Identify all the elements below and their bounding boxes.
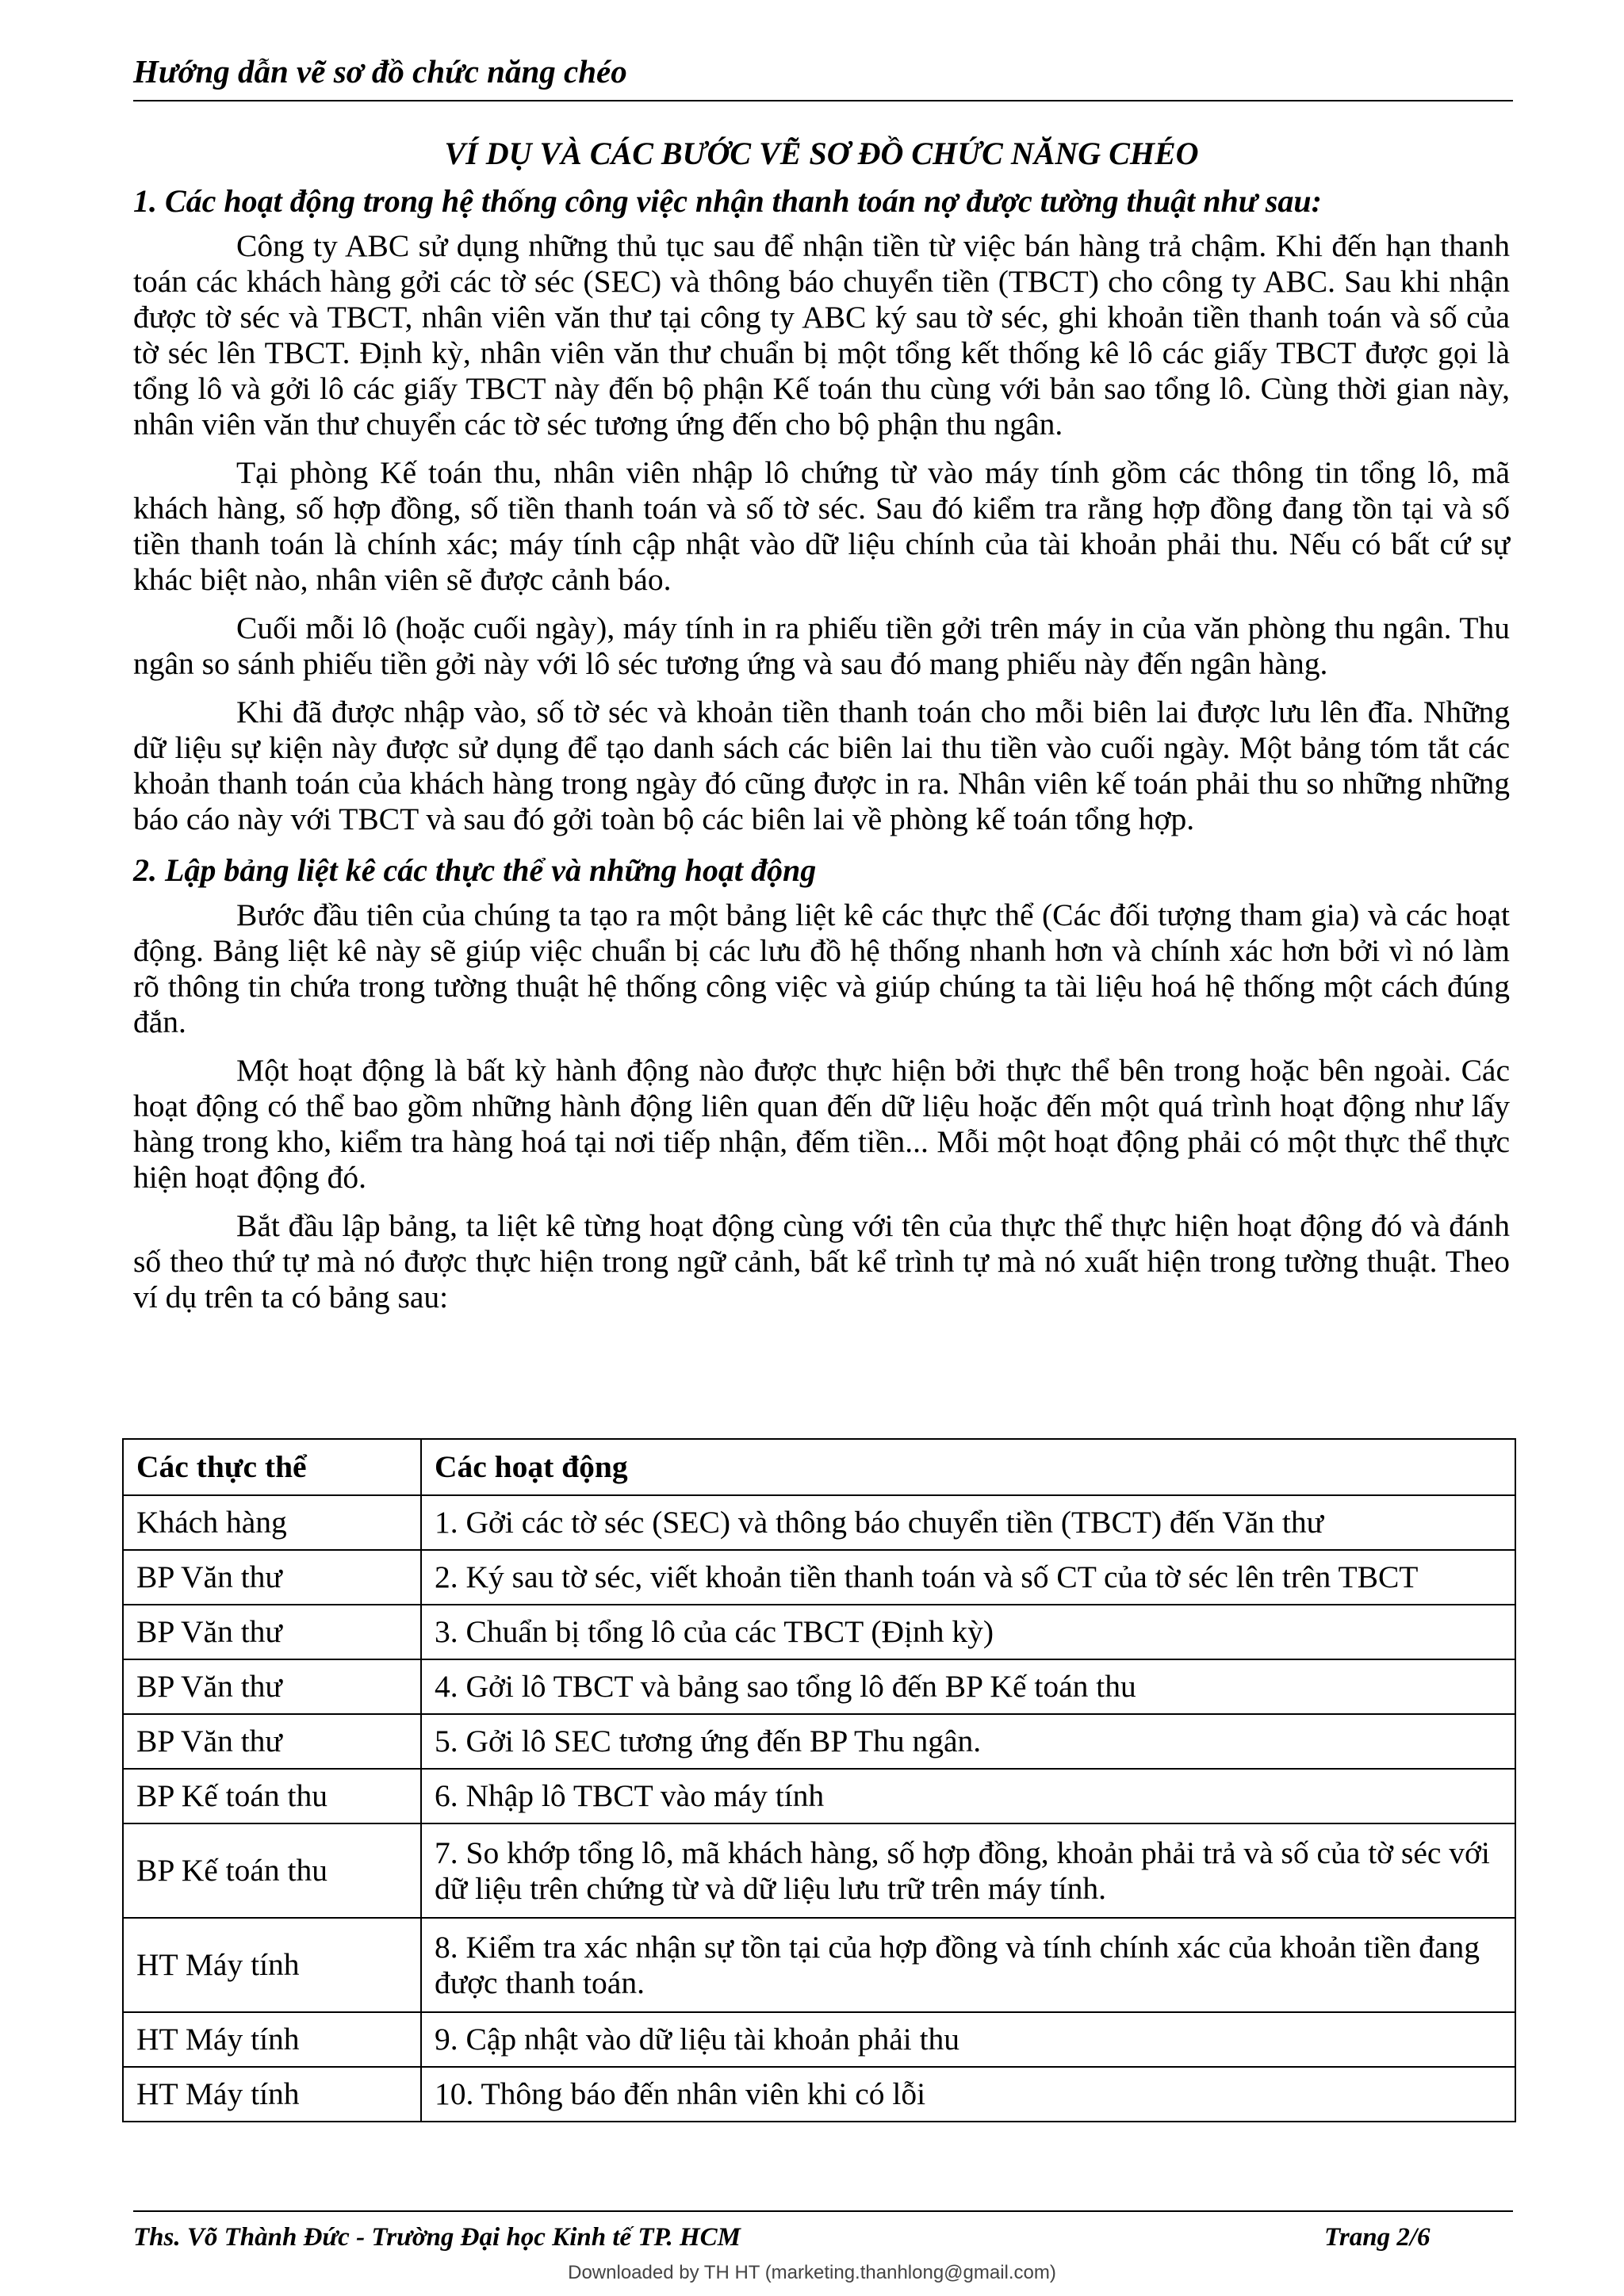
activity-cell: 2. Ký sau tờ séc, viết khoản tiền thanh toán và số CT của tờ séc lên trên TBCT (421, 1550, 1515, 1605)
entity-cell: BP Văn thư (123, 1605, 421, 1659)
entity-cell: BP Văn thư (123, 1550, 421, 1605)
section-1-paragraph: Công ty ABC sử dụng những thủ tục sau để nhận tiền từ việc bán hàng trả chậm. Khi đến hạn thanh toán các khách hàng gởi các tờ séc (SEC) và thông báo chuyển tiền (TBCT) cho công ty ABC. Sau khi nhận được tờ séc và TBCT, nhân viên văn thư tại công ty ABC ký sau tờ séc, ghi khoản tiền thanh toán và số của tờ séc lên TBCT. Định kỳ, nhân viên văn thư chuẩn bị một tổng kết thống kê lô các giấy TBCT được gọi là tổng lô và gởi lô các giấy TBCT này đến bộ phận Kế toán thu cùng với bản sao tổng lô. Cùng thời gian này, nhân viên văn thư chuyển các tờ séc tương ứng đến cho bộ phận thu ngân. (133, 228, 1510, 442)
section-2-paragraph: Một hoạt động là bất kỳ hành động nào được thực hiện bởi thực thể bên trong hoặc bên ngoài. Các hoạt động có thể bao gồm những hành động liên quan đến dữ liệu hoặc đến một quá trình hoạt động như lấy hàng trong kho, kiểm tra hàng hoá tại nơi tiếp nhận, đếm tiền... Mỗi một hoạt động phải có một thực thể thực hiện hoạt động đó. (133, 1053, 1510, 1195)
table-row (123, 2012, 1515, 2067)
section-1-heading: 1. Các hoạt động trong hệ thống công việc nhận thanh toán nợ được tường thuật như sau: (133, 183, 1322, 219)
section-1-paragraph: Khi đã được nhập vào, số tờ séc và khoản tiền thanh toán cho mỗi biên lai được lưu lên đĩa. Những dữ liệu sự kiện này được sử dụng để tạo danh sách các biên lai thu tiền vào cuối ngày. Một bảng tóm tắt các khoản thanh toán của khách hàng trong ngày đó cũng được in ra. Nhân viên kế toán phải thu so những những báo cáo này với TBCT và sau đó gởi toàn bộ các biên lai về phòng kế toán tổng hợp. (133, 695, 1510, 836)
table-row (123, 1605, 1515, 1659)
footer-divider (133, 2210, 1513, 2212)
entity-cell: BP Văn thư (123, 1714, 421, 1769)
activity-cell: 9. Cập nhật vào dữ liệu tài khoản phải thu (421, 2012, 1515, 2067)
table-row (123, 1918, 1515, 2012)
table-row (123, 1769, 1515, 1823)
activity-cell: 6. Nhập lô TBCT vào máy tính (421, 1769, 1515, 1823)
section-1-paragraph: Tại phòng Kế toán thu, nhân viên nhập lô chứng từ vào máy tính gồm các thông tin tổng lô, mã khách hàng, số hợp đồng, số tiền thanh toán và số tờ séc. Sau đó kiểm tra rằng hợp đồng đang tồn tại và số tiền thanh toán là chính xác; máy tính cập nhật vào dữ liệu chính của tài khoản phải thu. Nếu có bất cứ sự khác biệt nào, nhân viên sẽ được cảnh báo. (133, 455, 1510, 597)
section-1-paragraph: Cuối mỗi lô (hoặc cuối ngày), máy tính in ra phiếu tiền gởi trên máy in của văn phòng thu ngân. Thu ngân so sánh phiếu tiền gởi này với lô séc tương ứng và sau đó mang phiếu này đến ngân hàng. (133, 610, 1510, 681)
activity-cell: 5. Gởi lô SEC tương ứng đến BP Thu ngân. (421, 1714, 1515, 1769)
section-2-paragraph: Bắt đầu lập bảng, ta liệt kê từng hoạt động cùng với tên của thực thể thực hiện hoạt động đó và đánh số theo thứ tự mà nó được thực hiện trong ngữ cảnh, bất kể trình tự mà nó xuất hiện trong tường thuật. Theo ví dụ trên ta có bảng sau: (133, 1208, 1510, 1314)
entity-cell: HT Máy tính (123, 2012, 421, 2067)
table-row (123, 1714, 1515, 1769)
document-body (133, 133, 1510, 1328)
activity-cell: 8. Kiểm tra xác nhận sự tồn tại của hợp đồng và tính chính xác của khoản tiền đang được thanh toán. (421, 1918, 1515, 2012)
activity-cell: 10. Thông báo đến nhân viên khi có lỗi (421, 2067, 1515, 2122)
column-header-activities: Các hoạt động (421, 1439, 1515, 1495)
download-note: Downloaded by TH HT (marketing.thanhlong@gmail.com) (568, 2262, 1056, 2283)
activity-cell: 3. Chuẩn bị tổng lô của các TBCT (Định kỳ) (421, 1605, 1515, 1659)
table-header-row (123, 1439, 1515, 1495)
entity-cell: BP Văn thư (123, 1659, 421, 1714)
entity-activity-table (122, 1438, 1516, 2122)
table-row (123, 1550, 1515, 1605)
table-row (123, 2067, 1515, 2122)
activity-cell: 4. Gởi lô TBCT và bảng sao tổng lô đến BP Kế toán thu (421, 1659, 1515, 1714)
entity-cell: HT Máy tính (123, 1918, 421, 2012)
footer-author: Ths. Võ Thành Đức - Trường Đại học Kinh tế TP. HCM (133, 2223, 741, 2252)
column-header-entities: Các thực thể (123, 1439, 421, 1495)
page-number: Trang 2/6 (1324, 2223, 1431, 2252)
entity-cell: HT Máy tính (123, 2067, 421, 2122)
table-row (123, 1823, 1515, 1918)
activity-cell: 7. So khớp tổng lô, mã khách hàng, số hợp đồng, khoản phải trả và số của tờ séc với dữ liệu trên chứng từ và dữ liệu lưu trữ trên máy tính. (421, 1823, 1515, 1918)
entity-cell: BP Kế toán thu (123, 1823, 421, 1918)
activity-cell: 1. Gởi các tờ séc (SEC) và thông báo chuyển tiền (TBCT) đến Văn thư (421, 1495, 1515, 1550)
page-title: VÍ DỤ VÀ CÁC BƯỚC VẼ SƠ ĐỒ CHỨC NĂNG CHÉO (444, 136, 1199, 171)
section-2-paragraph: Bước đầu tiên của chúng ta tạo ra một bảng liệt kê các thực thể (Các đối tượng tham gia) và các hoạt động. Bảng liệt kê này sẽ giúp việc chuẩn bị các lưu đồ hệ thống nhanh hơn và chính xác hơn bởi vì nó làm rõ thông tin chứa trong tường thuật hệ thống công việc và giúp chúng ta tài liệu hoá hệ thống một cách đúng đắn. (133, 897, 1510, 1039)
section-2-heading: 2. Lập bảng liệt kê các thực thể và những hoạt động (133, 852, 817, 888)
entity-cell: BP Kế toán thu (123, 1769, 421, 1823)
table-row (123, 1659, 1515, 1714)
entity-cell: Khách hàng (123, 1495, 421, 1550)
page-header (133, 52, 1510, 90)
header-divider (133, 100, 1513, 101)
table-row (123, 1495, 1515, 1550)
header-title: Hướng dẫn vẽ sơ đồ chức năng chéo (133, 53, 627, 90)
